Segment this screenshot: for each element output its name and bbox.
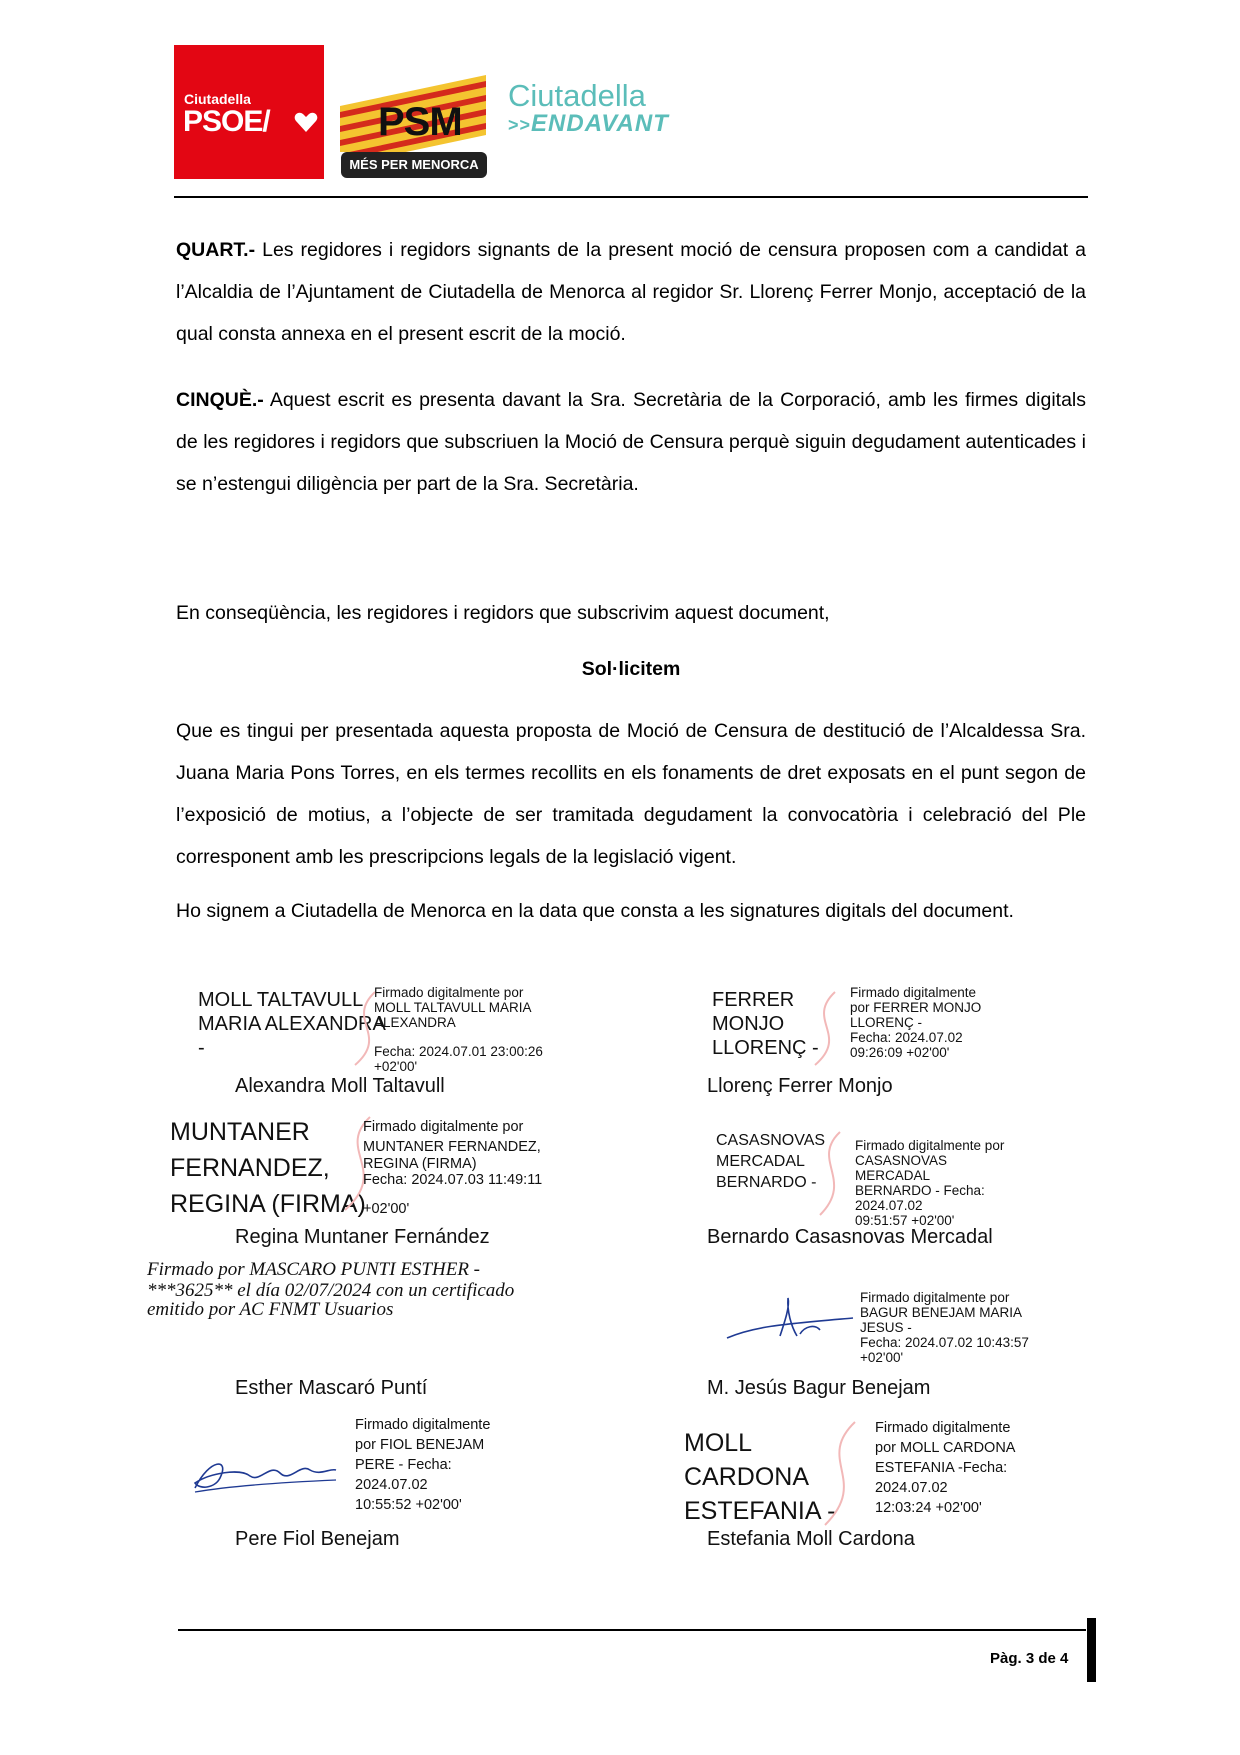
signature-moll-taltavull: MOLL TALTAVULL MARIA ALEXANDRA - <box>198 989 386 1059</box>
signature-meta-fiol: Firmado digitalmente por FIOL BENEJAM PERE - Fecha: 2024.07.02 10:55:52 +02'00' <box>355 1417 491 1513</box>
printed-name-mascaro: Esther Mascaró Puntí <box>235 1377 428 1399</box>
signature-ferrer: FERRER MONJO LLORENÇ - <box>712 989 819 1059</box>
printed-name-bagur: M. Jesús Bagur Benejam <box>707 1377 931 1399</box>
quart-label: QUART.- <box>176 239 256 261</box>
printed-name-muntaner: Regina Muntaner Fernández <box>235 1226 490 1248</box>
page-number: Pàg. 3 de 4 <box>990 1650 1069 1667</box>
psoe-logo-name: PSOE/ <box>183 105 270 138</box>
cinque-paragraph <box>176 379 1086 505</box>
signature-casasnovas: CASASNOVAS MERCADAL BERNARDO - <box>716 1132 826 1191</box>
heart-icon <box>294 111 318 133</box>
endavant-logo-name: >>ENDAVANT <box>508 110 669 137</box>
closing-text: Ho signem a Ciutadella de Menorca en la data que consta a les signatures digitals del document. <box>176 900 1014 922</box>
signature-mascaro: Firmado por MASCARO PUNTI ESTHER - ***3625** el día 02/07/2024 con un certificado emitido por AC FNMT Usuarios <box>147 1259 515 1320</box>
handwritten-signature-icon <box>190 1448 340 1498</box>
printed-name-moll-taltavull: Alexandra Moll Taltavull <box>235 1075 445 1097</box>
signature-meta-moll-taltavull: Firmado digitalmente por MOLL TALTAVULL MARIA ALEXANDRA Fecha: 2024.07.01 23:00:26 +02'00' <box>374 985 543 1074</box>
footer-divider <box>178 1629 1086 1631</box>
signature-meta-muntaner: Firmado digitalmente por MUNTANER FERNANDEZ, REGINA (FIRMA) Fecha: 2024.07.03 11:49:11 +02'00' <box>363 1119 543 1217</box>
cinque-label: CINQUÈ.- <box>176 389 264 411</box>
psm-logo-name: PSM <box>378 100 462 144</box>
handwritten-signature-icon <box>725 1296 855 1346</box>
quart-text: Les regidores i regidors signants de la present moció de censura proposen com a candidat a l’Alcaldia de l’Ajuntament de Ciutadella de Menorca al regidor Sr. Llorenç Ferrer Monjo, acceptació de la qual consta annexa en el present escrit de la moció. <box>176 239 1086 345</box>
signature-meta-casasnovas: Firmado digitalmente por CASASNOVAS MERCADAL BERNARDO - Fecha: 2024.07.02 09:51:57 +02'00' <box>855 1138 1005 1228</box>
psm-logo-tagline: MÉS PER MENORCA <box>341 152 487 178</box>
signature-meta-moll-cardona: Firmado digitalmente por MOLL CARDONA ESTEFANIA -Fecha: 2024.07.02 12:03:24 +02'00' <box>875 1420 1016 1516</box>
psm-logo <box>340 48 490 180</box>
psoe-logo-city: Ciutadella <box>184 91 251 107</box>
request-title: Sol·licitem <box>581 658 681 680</box>
printed-name-ferrer: Llorenç Ferrer Monjo <box>707 1075 893 1097</box>
quart-paragraph <box>176 229 1086 355</box>
footer-bar <box>1087 1618 1096 1682</box>
printed-name-moll-cardona: Estefania Moll Cardona <box>707 1528 915 1550</box>
signature-mark-icon <box>810 1420 880 1530</box>
psoe-logo <box>174 45 324 179</box>
endavant-logo-city: Ciutadella <box>508 78 646 113</box>
printed-name-casasnovas: Bernardo Casasnovas Mercadal <box>707 1226 993 1248</box>
cinque-text: Aquest escrit es presenta davant la Sra. Secretària de la Corporació, amb les firmes digitals de les regidores i regidors que subscriuen la Moció de Censura perquè siguin degudament autenticades i se n’estengui diligència per part de la Sra. Secretària. <box>176 389 1087 495</box>
printed-name-fiol: Pere Fiol Benejam <box>235 1528 400 1550</box>
signature-meta-bagur: Firmado digitalmente por BAGUR BENEJAM MARIA JESUS - Fecha: 2024.07.02 10:43:57 +02'00' <box>860 1290 1029 1365</box>
signature-muntaner: MUNTANER FERNANDEZ, REGINA (FIRMA) <box>170 1118 366 1218</box>
signature-moll-cardona: MOLL CARDONA ESTEFANIA - <box>684 1429 836 1525</box>
signature-meta-ferrer: Firmado digitalmente por FERRER MONJO LLORENÇ - Fecha: 2024.07.02 09:26:09 +02'00' <box>850 985 982 1060</box>
consequence-text: En conseqüència, les regidores i regidors que subscrivim aquest document, <box>176 602 830 624</box>
header-divider <box>174 196 1088 198</box>
request-paragraph: Que es tingui per presentada aquesta proposta de Moció de Censura de destitució de l’Alcaldessa Sra. Juana Maria Pons Torres, en els termes recollits en els fonaments de dret exposats en el punt segon de l’exposició de motius, a l’objecte de ser tramitada degudament la convocatòria i celebració del Ple corresponent amb les prescripcions legals de la legislació vigent. <box>176 720 1086 868</box>
chevrons-icon: >> <box>508 115 532 135</box>
